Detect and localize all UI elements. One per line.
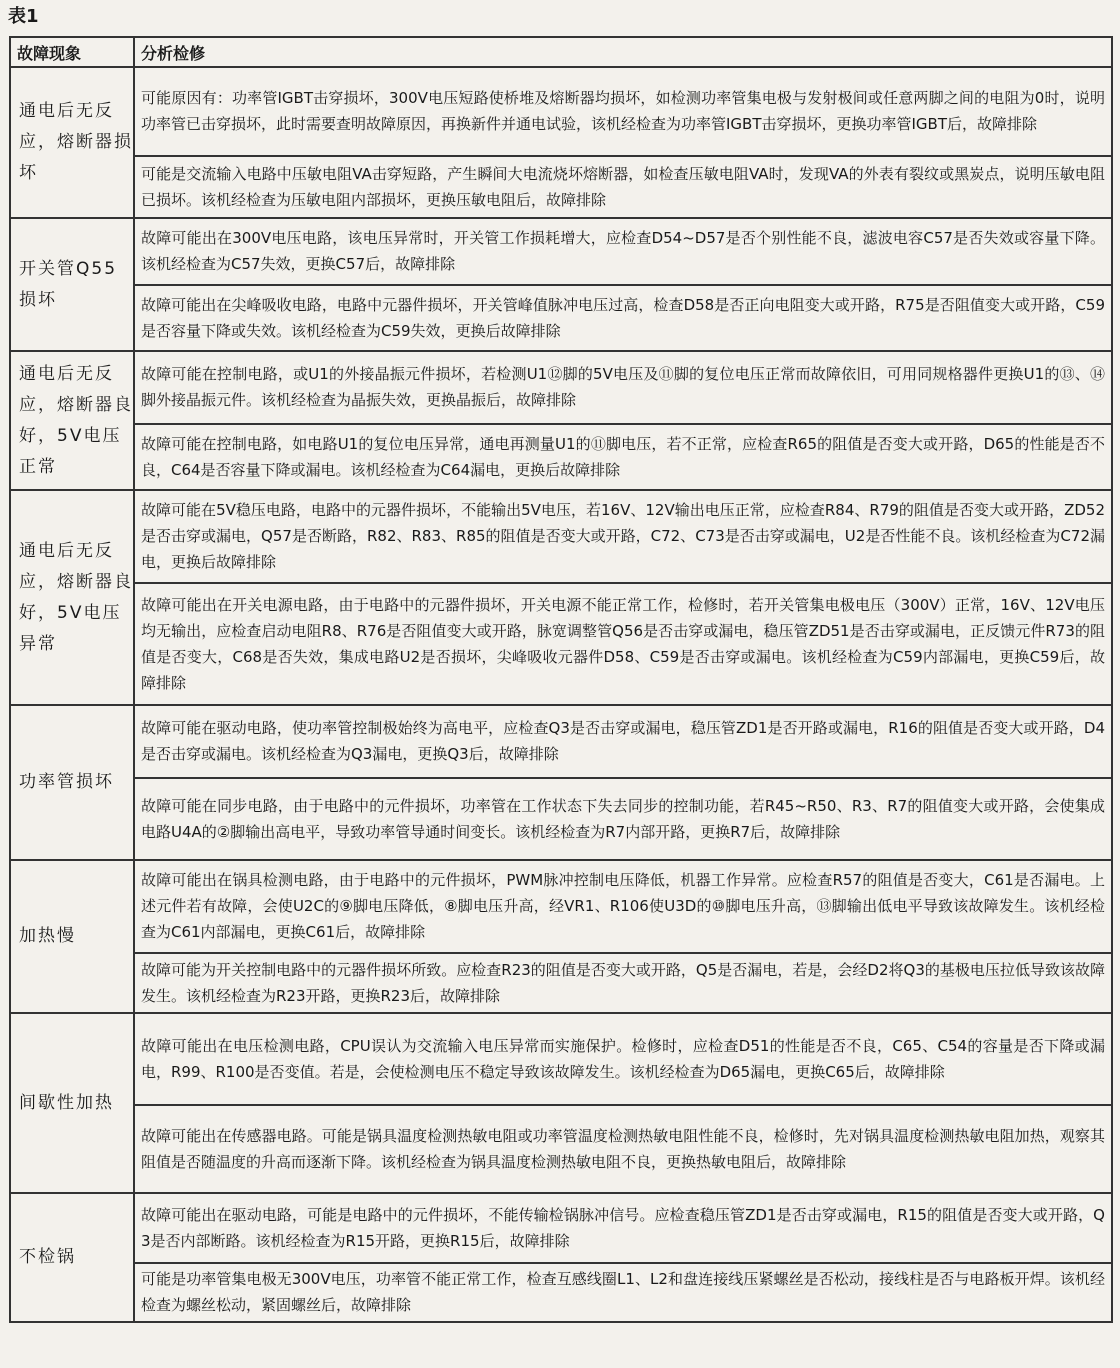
symptom-cell: 功率管损坏: [10, 705, 134, 860]
table-row: [10, 351, 1112, 424]
analysis-cell: 故障可能出在驱动电路，可能是电路中的元件损坏，不能传输检锅脉冲信号。应检查稳压管ZD1是否击穿或漏电，R15的阻值是否变大或开路，Q3是否内部断路。该机经检查为R15开路，更换R15后，故障排除: [134, 1193, 1112, 1263]
symptom-cell: 开关管Q55损坏: [10, 218, 134, 351]
header-analysis: 分析检修: [134, 37, 1112, 67]
header-symptom: 故障现象: [10, 37, 134, 67]
symptom-cell: 加热慢: [10, 860, 134, 1013]
table-title: 表1: [8, 6, 39, 27]
analysis-cell: 可能是功率管集电极无300V电压，功率管不能正常工作，检查互感线圈L1、L2和盘连接线压紧螺丝是否松动，接线柱是否与电路板开焊。该机经检查为螺丝松动，紧固螺丝后，故障排除: [134, 1263, 1112, 1322]
table-row: [10, 1105, 1112, 1193]
table-row: [10, 1013, 1112, 1105]
table-row: [10, 1193, 1112, 1263]
table-row: [10, 705, 1112, 778]
table-row: [10, 953, 1112, 1013]
table-row: [10, 583, 1112, 705]
analysis-cell: 故障可能出在电压检测电路，CPU误认为交流输入电压异常而实施保护。检修时，应检查D51的性能是否不良，C65、C54的容量是否下降或漏电，R99、R100是否变值。若是，会使检测电压不稳定导致该故障发生。该机经检查为D65漏电，更换C65后，故障排除: [134, 1013, 1112, 1105]
symptom-cell: 通电后无反应，熔断器良好，5V电压异常: [10, 490, 134, 705]
table-row: [10, 285, 1112, 351]
table-row: [10, 778, 1112, 860]
fault-table: [9, 36, 1113, 1323]
table-row: [10, 490, 1112, 583]
symptom-cell: 通电后无反应，熔断器良好，5V电压正常: [10, 351, 134, 490]
analysis-cell: 故障可能出在锅具检测电路，由于电路中的元件损坏，PWM脉冲控制电压降低，机器工作异常。应检查R57的阻值是否变大，C61是否漏电。上述元件若有故障，会使U2C的⑨脚电压降低，⑧脚电压升高，经VR1、R106使U3D的⑩脚电压升高，⑬脚输出低电平导致该故障发生。该机经检查为C61内部漏电，更换C61后，故障排除: [134, 860, 1112, 953]
symptom-cell: 间歇性加热: [10, 1013, 134, 1193]
table-row: [10, 67, 1112, 156]
analysis-cell: 可能是交流输入电路中压敏电阻VA击穿短路，产生瞬间大电流烧坏熔断器，如检查压敏电阻VA时，发现VA的外表有裂纹或黑炭点，说明压敏电阻已损坏。该机经检查为压敏电阻内部损坏，更换压敏电阻后，故障排除: [134, 156, 1112, 218]
analysis-cell: 故障可能出在300V电压电路，该电压异常时，开关管工作损耗增大，应检查D54~D57是否个别性能不良，滤波电容C57是否失效或容量下降。该机经检查为C57失效，更换C57后，故障排除: [134, 218, 1112, 285]
table-row: [10, 1263, 1112, 1322]
table-row: [10, 156, 1112, 218]
table-row: [10, 424, 1112, 490]
analysis-cell: 故障可能在5V稳压电路，电路中的元器件损坏，不能输出5V电压，若16V、12V输出电压正常，应检查R84、R79的阻值是否变大或开路，ZD52是否击穿或漏电，Q57是否断路，R82、R83、R85的阻值是否变大或开路，C72、C73是否击穿或漏电，U2是否性能不良。该机经检查为C72漏电，更换后故障排除: [134, 490, 1112, 583]
analysis-cell: 故障可能出在尖峰吸收电路，电路中元器件损坏，开关管峰值脉冲电压过高，检查D58是否正向电阻变大或开路，R75是否阻值变大或开路，C59是否容量下降或失效。该机经检查为C59失效，更换后故障排除: [134, 285, 1112, 351]
analysis-cell: 故障可能在控制电路，如电路U1的复位电压异常，通电再测量U1的⑪脚电压，若不正常，应检查R65的阻值是否变大或开路，D65的性能是否不良，C64是否容量下降或漏电。该机经检查为C64漏电，更换后故障排除: [134, 424, 1112, 490]
analysis-cell: 可能原因有：功率管IGBT击穿损坏，300V电压短路使桥堆及熔断器均损坏，如检测功率管集电极与发射极间或任意两脚之间的电阻为0时，说明功率管已击穿损坏，此时需要查明故障原因，再换新件并通电试验，该机经检查为功率管IGBT击穿损坏，更换功率管IGBT后，故障排除: [134, 67, 1112, 156]
analysis-cell: 故障可能为开关控制电路中的元器件损坏所致。应检查R23的阻值是否变大或开路，Q5是否漏电，若是，会经D2将Q3的基极电压拉低导致该故障发生。该机经检查为R23开路，更换R23后，故障排除: [134, 953, 1112, 1013]
analysis-cell: 故障可能出在开关电源电路，由于电路中的元器件损坏，开关电源不能正常工作，检修时，若开关管集电极电压（300V）正常，16V、12V电压均无输出，应检查启动电阻R8、R76是否阻值变大或开路，脉宽调整管Q56是否击穿或漏电，稳压管ZD51是否击穿或漏电，正反馈元件R73的阻值是否变大，C68是否失效，集成电路U2是否损坏，尖峰吸收元器件D58、C59是否击穿或漏电。该机经检查为C59内部漏电，更换C59后，故障排除: [134, 583, 1112, 705]
analysis-cell: 故障可能出在传感器电路。可能是锅具温度检测热敏电阻或功率管温度检测热敏电阻性能不良，检修时，先对锅具温度检测热敏电阻加热，观察其阻值是否随温度的升高而逐渐下降。该机经检查为锅具温度检测热敏电阻不良，更换热敏电阻后，故障排除: [134, 1105, 1112, 1193]
analysis-cell: 故障可能在驱动电路，使功率管控制极始终为高电平，应检查Q3是否击穿或漏电，稳压管ZD1是否开路或漏电，R16的阻值是否变大或开路，D4是否击穿或漏电。该机经检查为Q3漏电，更换Q3后，故障排除: [134, 705, 1112, 778]
table-header-row: [10, 37, 1112, 67]
table-row: [10, 860, 1112, 953]
table-row: [10, 218, 1112, 285]
symptom-cell: 通电后无反应，熔断器损坏: [10, 67, 134, 218]
analysis-cell: 故障可能在同步电路，由于电路中的元件损坏，功率管在工作状态下失去同步的控制功能，若R45~R50、R3、R7的阻值变大或开路，会使集成电路U4A的②脚输出高电平，导致功率管导通时间变长。该机经检查为R7内部开路，更换R7后，故障排除: [134, 778, 1112, 860]
analysis-cell: 故障可能在控制电路，或U1的外接晶振元件损坏，若检测U1⑫脚的5V电压及⑪脚的复位电压正常而故障依旧，可用同规格器件更换U1的⑬、⑭脚外接晶振元件。该机经检查为晶振失效，更换晶振后，故障排除: [134, 351, 1112, 424]
symptom-cell: 不检锅: [10, 1193, 134, 1322]
